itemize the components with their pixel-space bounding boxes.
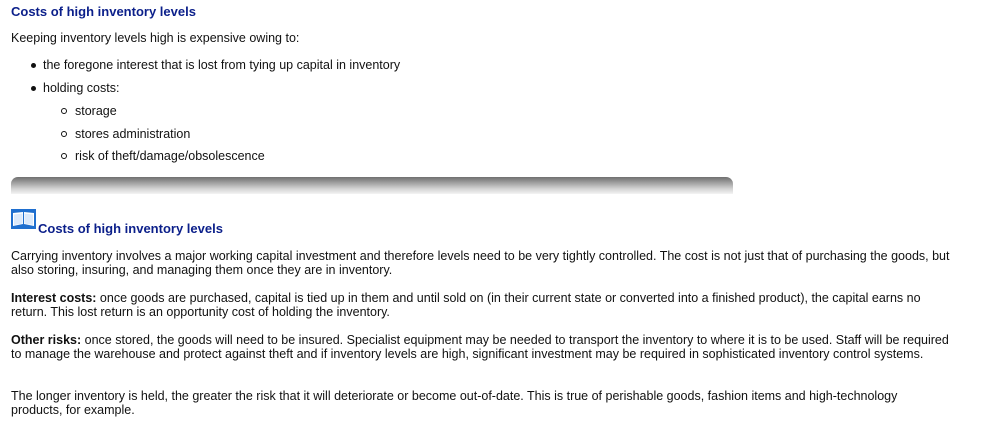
bullet-item-holding-costs: holding costs: xyxy=(0,80,400,103)
paragraph-lead: Other risks: xyxy=(11,333,82,347)
section-title: Costs of high inventory levels xyxy=(11,4,196,19)
holding-costs-sub-list xyxy=(0,103,265,171)
paragraph-interest-costs xyxy=(11,291,951,319)
section-divider-bar xyxy=(11,177,733,194)
paragraph-text: once stored, the goods will need to be insured. Specialist equipment may be needed to transport the inventory to where it is to be used. Staff will be required to manage the warehouse and protect against theft and if inventory levels are high, significant investment may be required in sophisticated inventory control systems. xyxy=(11,333,949,361)
paragraph-other-risks xyxy=(11,333,951,361)
paragraph-text: once goods are purchased, capital is tied up in them and until sold on (in their current state or converted into a finished product), the capital earns no return. This lost return is an opportunity cost of holding the inventory. xyxy=(11,291,921,319)
bullet-item-foregone-interest: the foregone interest that is lost from tying up capital in inventory xyxy=(0,57,400,80)
sub-bullet-item-risk: risk of theft/damage/obsolescence xyxy=(0,148,265,171)
paragraph-text: The longer inventory is held, the greater the risk that it will deteriorate or become out-of-date. This is true of perishable goods, fashion items and high-technology products, for example. xyxy=(11,389,898,417)
paragraph-lead: Interest costs: xyxy=(11,291,97,305)
open-book-icon xyxy=(11,209,36,229)
cost-bullet-list xyxy=(0,57,400,103)
paragraph-inventory-duration xyxy=(11,389,951,417)
sub-bullet-item-storage: storage xyxy=(0,103,265,126)
paragraph-text: Carrying inventory involves a major working capital investment and therefore levels need to be very tightly controlled. The cost is not just that of purchasing the goods, but also storing, insuring, and managing them once they are in inventory. xyxy=(11,249,950,277)
section-title-secondary: Costs of high inventory levels xyxy=(38,221,223,236)
paragraph-intro xyxy=(11,249,951,277)
sub-bullet-item-stores-administration: stores administration xyxy=(0,126,265,149)
intro-text: Keeping inventory levels high is expensive owing to: xyxy=(11,31,300,45)
